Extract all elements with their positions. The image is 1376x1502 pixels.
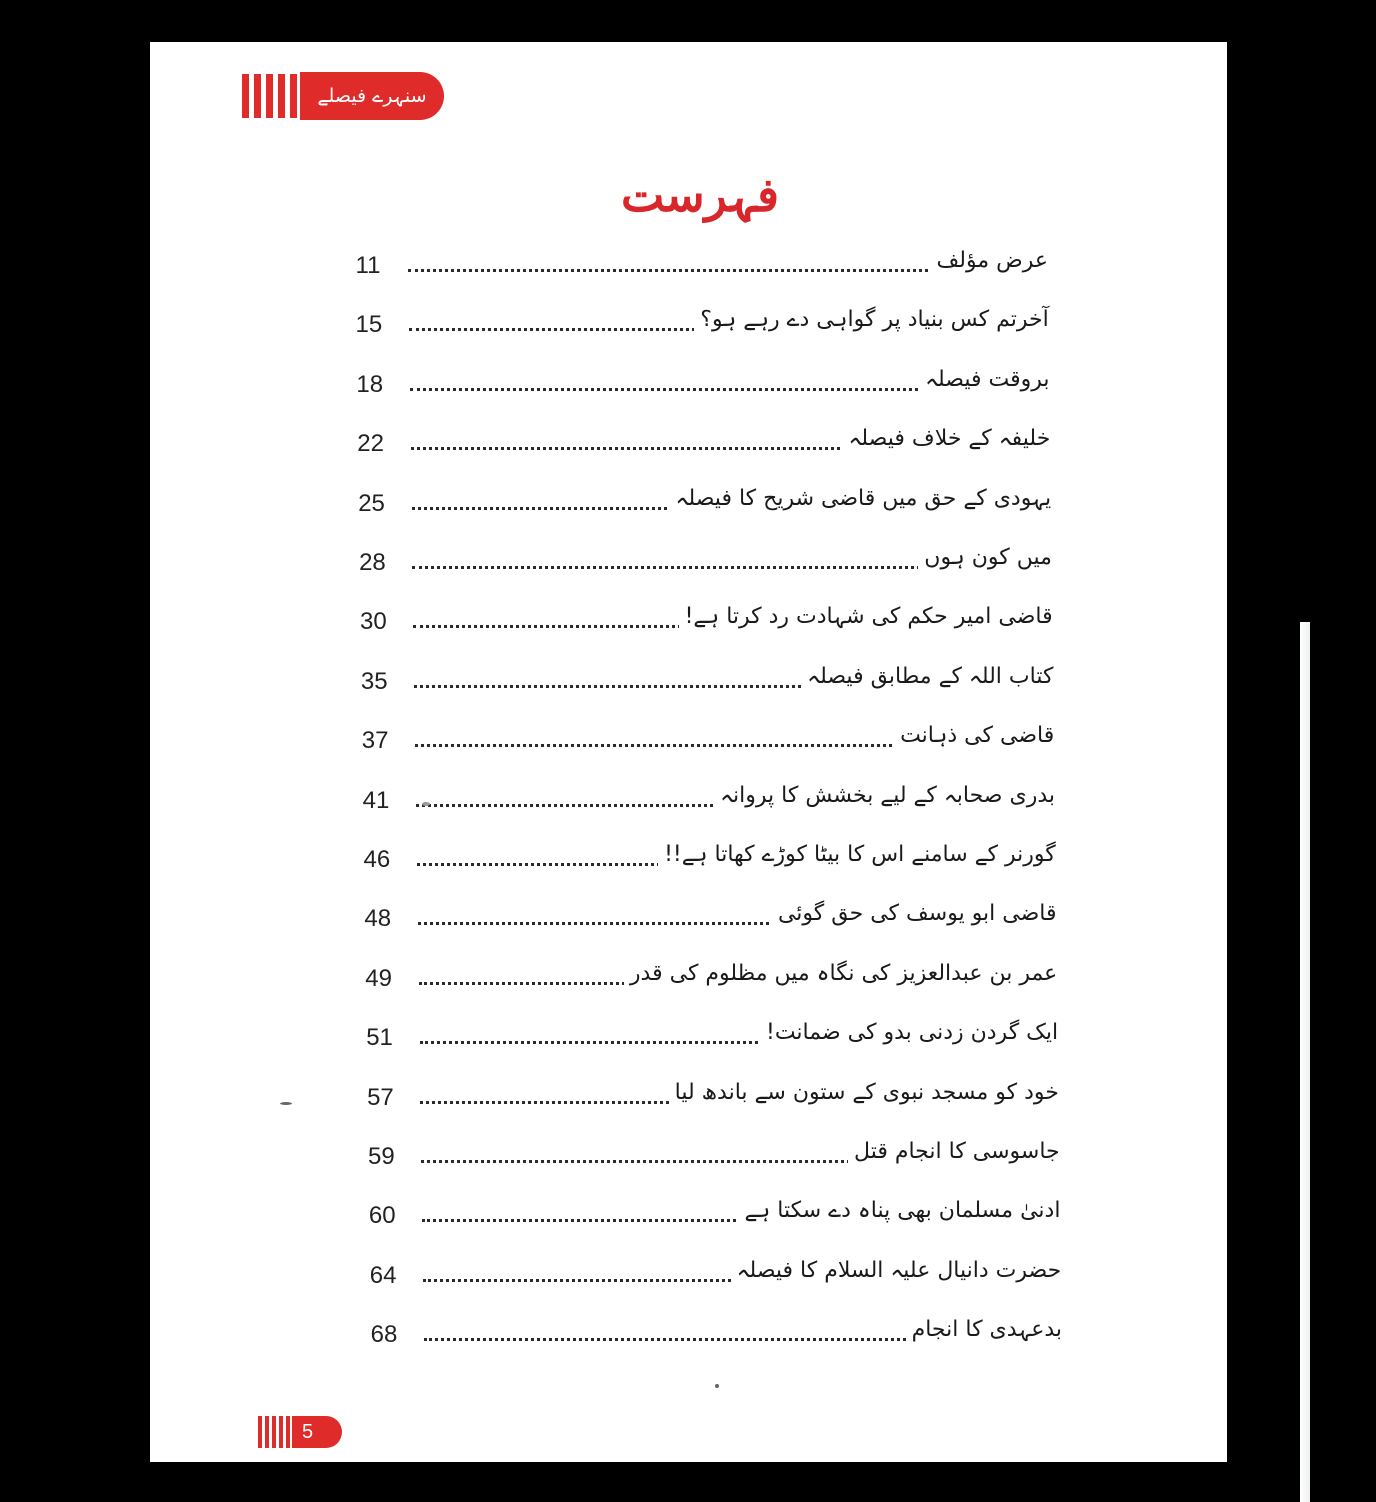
toc-entry xyxy=(352,544,1051,584)
toc-entry-title: قاضی کی ذہانت xyxy=(894,716,1054,756)
toc-page-number: 15 xyxy=(355,311,383,339)
toc-entry-title: بدری صحابہ کے لیے بخشش کا پروانہ xyxy=(714,776,1055,816)
toc-entry-title: بدعہدی کا انجام xyxy=(906,1310,1062,1350)
toc-entry-title: عرض مؤلف xyxy=(931,241,1048,281)
toc-page-number: 68 xyxy=(370,1321,398,1349)
toc-entry-title: قاضی ابو یوسف کی حق گوئی xyxy=(772,894,1057,934)
toc-page-number: 46 xyxy=(363,846,391,873)
toc-entry-title: ادنیٰ مسلمان بھی پناہ دے سکتا ہے xyxy=(738,1191,1060,1231)
toc-entry xyxy=(352,485,1052,525)
toc-entry-title: کتاب اللہ کے مطابق فیصلہ xyxy=(801,657,1053,697)
toc-page-number: 48 xyxy=(364,905,392,933)
footer-stripes xyxy=(258,1416,290,1448)
toc-entry-title: بروقت فیصلہ xyxy=(919,360,1049,400)
page-footer xyxy=(258,1416,342,1448)
toc-page-number: 57 xyxy=(367,1083,394,1111)
toc-entry-title: خلیفہ کے خلاف فیصلہ xyxy=(842,419,1050,459)
toc-page-number: 49 xyxy=(365,964,392,992)
book-page xyxy=(150,42,1227,1462)
toc-entry xyxy=(356,782,1055,822)
toc-page-number: 64 xyxy=(369,1261,397,1289)
toc-entry xyxy=(349,306,1049,346)
toc-entry-title: میں کون ہوں xyxy=(918,538,1052,578)
toc-entry-title: ایک گردن زدنی بدو کی ضمانت! xyxy=(760,1013,1058,1053)
toc-entry xyxy=(353,603,1052,643)
toc-page-number: 22 xyxy=(357,430,384,458)
toc-entry xyxy=(354,663,1053,703)
toc-page-number: 28 xyxy=(359,549,386,576)
toc-entry xyxy=(351,425,1051,465)
toc-entry xyxy=(361,1138,1059,1178)
toc-entry xyxy=(348,247,1048,287)
toc-entry xyxy=(357,841,1056,881)
toc-entry-title: عمر بن عبدالعزیز کی نگاہ میں مظلوم کی قدر xyxy=(624,954,1057,994)
toc-entry-title: یہودی کے حق میں قاضی شریح کا فیصلہ xyxy=(670,479,1052,519)
table-of-contents xyxy=(150,42,1227,1462)
toc-page-number: 60 xyxy=(368,1202,396,1230)
toc-entry-title: آخرتم کس بنیاد پر گواہی دے رہے ہو؟ xyxy=(694,300,1048,340)
toc-entry xyxy=(362,1197,1060,1237)
scan-speck xyxy=(715,1384,719,1388)
page-number: 5 xyxy=(292,1416,342,1448)
toc-page-number: 11 xyxy=(355,252,381,279)
toc-entry xyxy=(358,900,1057,940)
toc-entry xyxy=(355,722,1054,762)
page-edge-shadow xyxy=(1300,622,1310,1502)
toc-page-number: 25 xyxy=(358,489,385,517)
toc-page-number: 51 xyxy=(366,1024,393,1052)
toc-entry-title: گورنر کے سامنے اس کا بیٹا کوڑے کھاتا ہے!! xyxy=(658,835,1056,875)
header-book-title: سنہرے فیصلے xyxy=(300,72,444,120)
toc-entry xyxy=(363,1257,1061,1297)
toc-entry-title: جاسوسی کا انجام قتل xyxy=(848,1132,1060,1172)
toc-entry-title: قاضی امیر حکم کی شہادت رد کرتا ہے! xyxy=(679,597,1053,637)
toc-page-number: 37 xyxy=(361,727,389,755)
scan-speck xyxy=(422,802,430,806)
page-title: فہرست xyxy=(620,168,780,222)
toc-page-number: 30 xyxy=(359,608,387,636)
toc-page-number: 59 xyxy=(367,1143,395,1170)
toc-entry xyxy=(364,1316,1062,1356)
toc-entry xyxy=(360,1019,1059,1059)
toc-entry xyxy=(359,960,1058,1000)
scan-speck xyxy=(280,1102,292,1105)
toc-entry xyxy=(360,1079,1058,1119)
toc-page-number: 41 xyxy=(362,786,390,814)
toc-entry-title: حضرت دانیال علیہ السلام کا فیصلہ xyxy=(731,1251,1062,1291)
toc-page-number: 35 xyxy=(360,667,388,695)
toc-page-number: 18 xyxy=(356,370,384,398)
toc-entry-title: خود کو مسجد نبوی کے ستون سے باندھ لیا xyxy=(669,1073,1059,1113)
toc-entry xyxy=(350,366,1050,406)
